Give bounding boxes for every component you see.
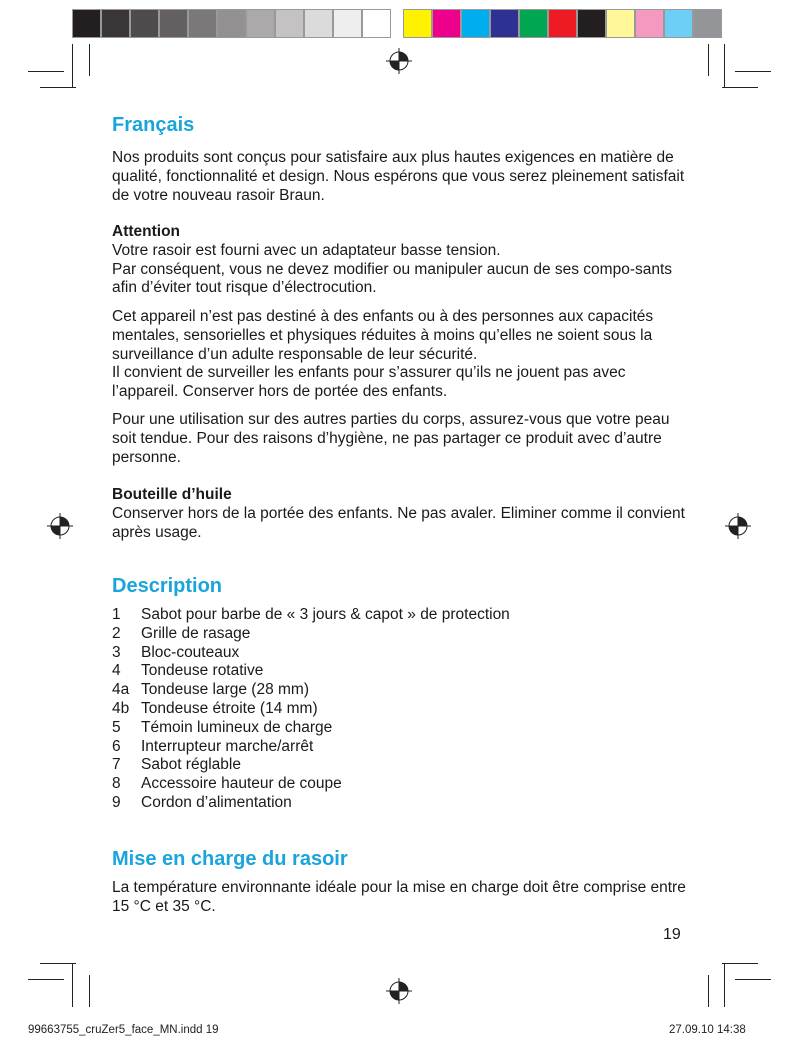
safety-block	[112, 308, 692, 402]
list-item-number: 2	[112, 624, 121, 642]
list-item	[112, 719, 510, 738]
crop-mark	[28, 71, 64, 72]
section-title-charge: Mise en charge du rasoir	[112, 848, 348, 870]
list-item	[112, 794, 510, 813]
oil-heading: Bouteille d’huile	[112, 486, 232, 503]
list-item-number: 5	[112, 718, 121, 736]
crop-mark	[40, 87, 76, 88]
crop-mark	[89, 975, 90, 1007]
list-item-number: 6	[112, 737, 121, 755]
section-title-francais: Français	[112, 114, 195, 136]
list-item-number: 4	[112, 662, 121, 680]
gray-swatch	[275, 9, 304, 38]
color-swatch	[577, 9, 606, 38]
list-item-text: Tondeuse rotative	[141, 662, 264, 680]
crop-mark	[724, 963, 725, 1007]
gray-swatch	[130, 9, 159, 38]
gray-swatch	[362, 9, 391, 38]
intro-paragraph	[112, 149, 692, 205]
list-item	[112, 738, 510, 757]
footer-file: 99663755_cruZer5_face_MN.indd 19	[28, 1024, 219, 1036]
list-item-text: Tondeuse large (28 mm)	[141, 681, 309, 699]
crop-mark	[72, 963, 73, 1007]
color-swatch	[432, 9, 461, 38]
attention-line-2: Par conséquent, vous ne devez modifier ou manipuler aucun de ses compo-sants afin d’éviter tout risque d’électrocution.	[112, 260, 673, 297]
footer-date: 27.09.10 14:38	[669, 1024, 746, 1036]
list-item-text: Cordon d’alimentation	[141, 793, 292, 811]
crop-mark	[72, 44, 73, 88]
gray-swatch	[246, 9, 275, 38]
charge-text: La température environnante idéale pour la mise en charge doit être comprise entre 15 °C et 35 °C.	[112, 879, 686, 915]
gray-color-bar	[72, 9, 391, 39]
color-swatch	[403, 9, 432, 38]
gray-swatch	[333, 9, 362, 38]
gray-swatch	[159, 9, 188, 38]
crop-mark	[735, 979, 771, 980]
color-swatch	[548, 9, 577, 38]
list-item	[112, 756, 510, 775]
color-swatch	[664, 9, 693, 38]
body-use-block	[112, 411, 692, 467]
crop-mark	[28, 979, 64, 980]
oil-block	[112, 486, 692, 542]
color-swatch	[461, 9, 490, 38]
crop-mark	[89, 44, 90, 76]
list-item-text: Témoin lumineux de charge	[141, 718, 333, 736]
list-item	[112, 662, 510, 681]
list-item	[112, 625, 510, 644]
list-item-text: Bloc-couteaux	[141, 643, 240, 661]
intro-text: Nos produits sont conçus pour satisfaire aux plus hautes exigences en matière de qualité, fonctionnalité et design. Nous espérons que vous serez pleinement satisfait de votre nouveau rasoir Braun.	[112, 149, 685, 204]
gray-swatch	[217, 9, 246, 38]
oil-text: Conserver hors de la portée des enfants. Ne pas avaler. Eliminer comme il convient après usage.	[112, 504, 685, 541]
gray-swatch	[72, 9, 101, 38]
description-list	[112, 606, 510, 813]
safety-paragraph-1: Cet appareil n’est pas destiné à des enfants ou à des personnes aux capacités mentales, sensorielles et physiques réduites à moins qu’elles ne soient sous la surveillance d’un adulte responsable de leur sécurité.	[112, 308, 654, 363]
list-item-number: 4a	[112, 681, 130, 699]
list-item	[112, 775, 510, 794]
color-swatch	[693, 9, 722, 38]
safety-paragraph-2: Il convient de surveiller les enfants pour s’assurer qu’ils ne jouent pas avec l’appareil. Conserver hors de portée des enfants.	[112, 364, 626, 401]
crop-mark	[708, 44, 709, 76]
page-number: 19	[663, 926, 681, 943]
crop-mark	[722, 87, 758, 88]
list-item-text: Interrupteur marche/arrêt	[141, 737, 314, 755]
section-title-description: Description	[112, 575, 223, 597]
color-swatch	[490, 9, 519, 38]
list-item-text: Accessoire hauteur de coupe	[141, 775, 342, 793]
attention-block	[112, 223, 692, 298]
list-item-text: Sabot pour barbe de « 3 jours & capot » de protection	[141, 606, 510, 623]
list-item-number: 1	[112, 606, 121, 623]
list-item-text: Tondeuse étroite (14 mm)	[141, 699, 318, 717]
color-swatch	[606, 9, 635, 38]
list-item-number: 9	[112, 793, 121, 811]
registration-mark-icon	[47, 513, 73, 539]
gray-swatch	[304, 9, 333, 38]
registration-mark-icon	[386, 978, 412, 1004]
list-item-number: 3	[112, 643, 121, 661]
list-item	[112, 644, 510, 663]
color-swatch	[635, 9, 664, 38]
charge-block	[112, 879, 692, 917]
gray-swatch	[101, 9, 130, 38]
attention-line-1: Votre rasoir est fourni avec un adaptateur basse tension.	[112, 241, 501, 259]
gray-swatch	[188, 9, 217, 38]
color-swatch	[519, 9, 548, 38]
list-item-number: 8	[112, 775, 121, 793]
list-item-number: 4b	[112, 699, 130, 717]
body-use-paragraph: Pour une utilisation sur des autres parties du corps, assurez-vous que votre peau soit tendue. Pour des raisons d’hygiène, ne pas partager ce produit avec d’autre personne.	[112, 411, 670, 466]
list-item-number: 7	[112, 756, 121, 774]
registration-mark-icon	[386, 48, 412, 74]
attention-heading: Attention	[112, 223, 181, 240]
process-color-bar	[403, 9, 722, 39]
crop-mark	[722, 963, 758, 964]
list-item	[112, 700, 510, 719]
list-item-text: Grille de rasage	[141, 624, 251, 642]
list-item	[112, 681, 510, 700]
crop-mark	[735, 71, 771, 72]
list-item	[112, 606, 510, 625]
crop-mark	[708, 975, 709, 1007]
crop-mark	[40, 963, 76, 964]
list-item-text: Sabot réglable	[141, 756, 241, 774]
registration-mark-icon	[725, 513, 751, 539]
crop-mark	[724, 44, 725, 88]
